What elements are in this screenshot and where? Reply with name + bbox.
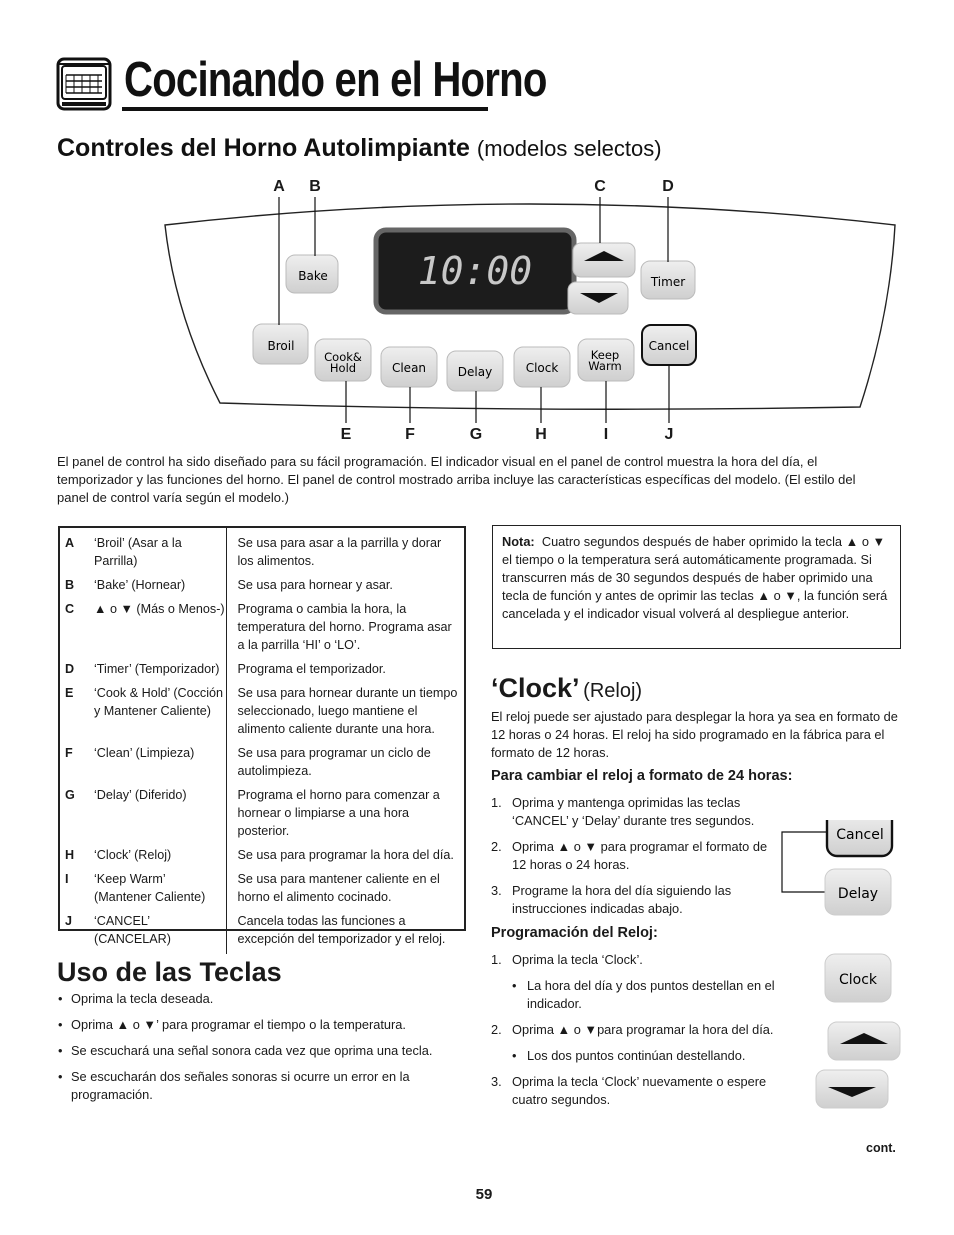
list-item: 2. Oprima ▲ o ▼para programar la hora del día. xyxy=(491,1022,774,1037)
list-item: 1. Oprima la tecla ‘Clock’. xyxy=(491,952,643,967)
cook-hold-label-2: Hold xyxy=(329,361,357,375)
section-heading xyxy=(57,134,662,163)
table-cell-desc: Se usa para hornear y asar. xyxy=(237,578,393,592)
table-row xyxy=(60,684,464,744)
table-cell-desc: Se usa para hornear durante un tiempo seleccionado, luego mantiene el alimento caliente durante una hora. xyxy=(237,686,458,736)
list-item: • Oprima la tecla deseada. xyxy=(57,990,457,1008)
cook-hold-label-1: Cook& xyxy=(324,350,362,364)
callout-j: J xyxy=(664,426,674,443)
table-cell-desc: Cancela todas las funciones a excepción del temporizador y el reloj. xyxy=(237,914,446,946)
table-cell-key: H xyxy=(65,848,75,862)
control-panel-diagram xyxy=(150,175,910,450)
clock-intro: El reloj puede ser ajustado para desplegar la hora ya sea en formato de 12 horas o 24 horas. El reloj ha sido programado en la fábrica para el formato de 12 horas. xyxy=(491,709,898,760)
list-item: • Se escuchará una señal sonora cada vez que oprima una tecla. xyxy=(57,1042,457,1060)
cancel-label: Cancel xyxy=(648,339,690,353)
list-item: • Oprima ▲ o ▼’ para programar el tiempo o la temperatura. xyxy=(57,1016,457,1034)
callout-i: I xyxy=(603,426,609,443)
table-cell-key: J xyxy=(65,914,73,928)
table-cell-key: D xyxy=(65,662,75,676)
table-cell-key: B xyxy=(65,578,75,592)
title-rule xyxy=(122,107,488,111)
keep-warm-label-1: Keep xyxy=(590,348,620,362)
table-row xyxy=(60,660,464,684)
table-cell-key: G xyxy=(65,788,75,802)
clock-heading xyxy=(491,673,642,704)
clock-programming-steps xyxy=(491,951,796,1117)
section-title: Controles del Horno Autolimpiante xyxy=(57,134,470,162)
note-label: Nota: xyxy=(502,534,535,549)
clean-label: Clean xyxy=(391,361,427,375)
callout-a: A xyxy=(273,178,285,195)
list-item: 3. Programe la hora del día siguiendo las instrucciones indicadas abajo. xyxy=(491,883,732,916)
list-item: 3. Oprima la tecla ‘Clock’ nuevamente o espere cuatro segundos. xyxy=(491,1074,767,1107)
callout-e: E xyxy=(340,426,352,443)
table-cell-desc: Se usa para asar a la parrilla y dorar los alimentos. xyxy=(237,536,442,568)
table-cell-desc: Programa el temporizador. xyxy=(237,662,386,676)
table-cell-name: ‘Delay’ (Diferido) xyxy=(88,786,226,846)
table-cell-name: ‘CANCEL’ (CANCELAR) xyxy=(88,912,226,954)
uso-list xyxy=(57,990,457,1112)
oven-icon xyxy=(56,57,112,111)
change-format-steps xyxy=(491,794,776,926)
table-row xyxy=(60,528,464,576)
clock-label: Clock xyxy=(525,361,559,375)
table-cell-name: ‘Bake’ (Hornear) xyxy=(88,576,226,600)
side-buttons-illustration xyxy=(770,820,910,1115)
table-cell-desc: Se usa para programar un ciclo de autolimpieza. xyxy=(237,746,431,778)
callout-c: C xyxy=(594,178,606,195)
table-cell-name: ‘Clock’ (Reloj) xyxy=(88,846,226,870)
table-row xyxy=(60,870,464,912)
side-delay-label: Delay xyxy=(837,886,879,902)
table-cell-key: F xyxy=(65,746,73,760)
clock-programming-heading: Programación del Reloj: xyxy=(491,925,658,941)
callout-b: B xyxy=(309,178,321,195)
page-title: Cocinando en el Horno xyxy=(124,53,547,107)
table-cell-name: ▲ o ▼ (Más o Menos-) xyxy=(88,600,226,660)
table-row xyxy=(60,576,464,600)
note-text: Cuatro segundos después de haber oprimido la tecla ▲ o ▼ el tiempo o la temperatura será automáticamente programada. Si transcurren más de 30 segundos después de haber oprimido una tecla de función y antes de oprimir las teclas ▲ o ▼, la función será cancelada y el indicador visual volverá al despliegue anterior. xyxy=(502,534,888,621)
callout-h: H xyxy=(535,426,547,443)
table-row xyxy=(60,600,464,660)
list-item: • Los dos puntos continúan destellando. xyxy=(491,1047,796,1065)
callout-f: F xyxy=(405,426,415,443)
clock-subtitle: (Reloj) xyxy=(583,680,643,702)
list-item: 2. Oprima ▲ o ▼ para programar el formato de 12 horas o 24 horas. xyxy=(491,839,768,872)
keep-warm-label-2: Warm xyxy=(588,359,622,373)
table-cell-key: E xyxy=(65,686,74,700)
table-cell-key: A xyxy=(65,536,75,550)
callout-g: G xyxy=(469,426,483,443)
clock-title: ‘Clock’ xyxy=(491,673,580,703)
table-row xyxy=(60,786,464,846)
table-cell-name: ‘Clean’ (Limpieza) xyxy=(88,744,226,786)
section-subtitle: (modelos selectos) xyxy=(476,136,662,161)
display-time: 10:00 xyxy=(417,249,533,293)
table-row xyxy=(60,846,464,870)
side-clock-label: Clock xyxy=(838,972,878,988)
table-cell-name: ‘Cook & Hold’ (Cocción y Mantener Caliente) xyxy=(88,684,226,744)
page-number: 59 xyxy=(475,1186,493,1203)
keys-table xyxy=(58,526,466,946)
table-cell-name: ‘Broil’ (Asar a la Parrilla) xyxy=(88,528,226,576)
continued-label: cont. xyxy=(866,1141,896,1155)
delay-label: Delay xyxy=(457,365,493,379)
list-item: • La hora del día y dos puntos destellan en el indicador. xyxy=(491,977,796,1013)
table-cell-name: ‘Timer’ (Temporizador) xyxy=(88,660,226,684)
table-row xyxy=(60,912,464,954)
broil-label: Broil xyxy=(267,339,295,353)
bake-label: Bake xyxy=(298,269,328,283)
table-cell-desc: Se usa para programar la hora del día. xyxy=(237,848,454,862)
change-format-heading: Para cambiar el reloj a formato de 24 horas: xyxy=(491,768,793,784)
table-cell-desc: Programa el horno para comenzar a hornear o limpiarse a una hora posterior. xyxy=(237,788,440,838)
note-box xyxy=(492,525,901,649)
table-cell-key: C xyxy=(65,602,75,616)
intro-paragraph: El panel de control ha sido diseñado para su fácil programación. El indicador visual en el panel de control muestra la hora del día, el temporizador y las funciones del horno. El panel de control mostrado arriba incluye las características específicas del modelo. (El estilo del panel de control varía según el modelo.) xyxy=(57,454,856,505)
list-item: • Se escucharán dos señales sonoras si ocurre un error en la programación. xyxy=(57,1068,457,1104)
table-cell-desc: Programa o cambia la hora, la temperatura del horno. Programa asar a la parrilla ‘HI’ o ‘LO’. xyxy=(237,602,452,652)
table-row xyxy=(60,744,464,786)
list-item: 1. Oprima y mantenga oprimidas las teclas ‘CANCEL’ y ‘Delay’ durante tres segundos. xyxy=(491,795,755,828)
timer-label: Timer xyxy=(650,275,686,289)
uso-heading: Uso de las Teclas xyxy=(57,957,282,987)
table-cell-desc: Se usa para mantener caliente en el horno el alimento cocinado. xyxy=(237,872,440,904)
table-cell-key: I xyxy=(65,872,69,886)
side-cancel-label: Cancel xyxy=(836,827,884,843)
callout-d: D xyxy=(662,178,674,195)
table-cell-name: ‘Keep Warm’ (Mantener Caliente) xyxy=(88,870,226,912)
